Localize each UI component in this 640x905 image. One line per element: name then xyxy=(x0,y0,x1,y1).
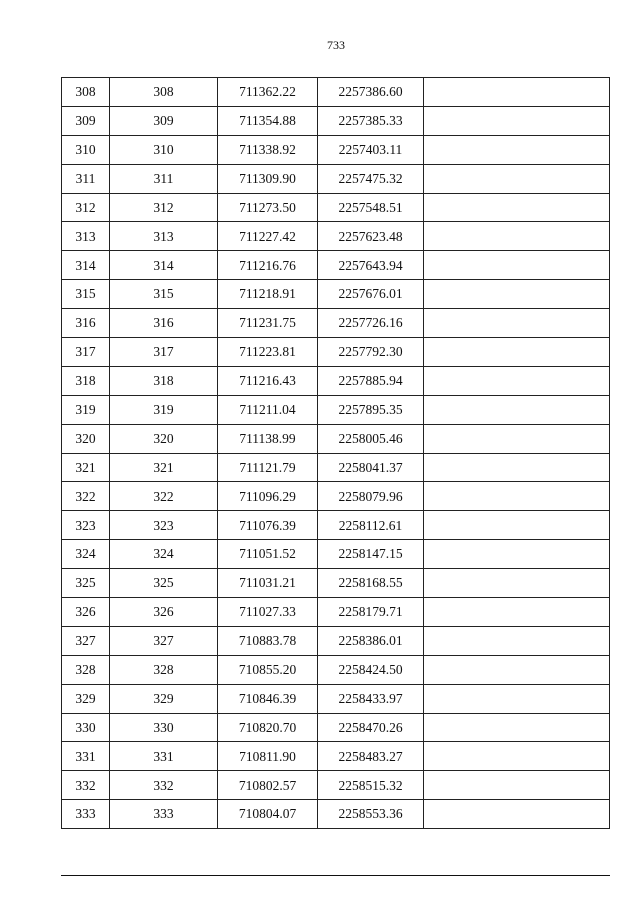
point-number-cell: 309 xyxy=(110,106,218,135)
x-coordinate-cell: 711309.90 xyxy=(218,164,318,193)
table-row xyxy=(62,164,610,193)
y-coordinate-cell: 2258079.96 xyxy=(318,482,424,511)
remark-cell xyxy=(424,684,610,713)
table-row xyxy=(62,713,610,742)
x-coordinate-cell: 711076.39 xyxy=(218,511,318,540)
x-coordinate-cell: 710855.20 xyxy=(218,655,318,684)
y-coordinate-cell: 2258112.61 xyxy=(318,511,424,540)
x-coordinate-cell: 711096.29 xyxy=(218,482,318,511)
x-coordinate-cell: 711051.52 xyxy=(218,540,318,569)
point-number-cell: 318 xyxy=(110,366,218,395)
table-row xyxy=(62,366,610,395)
remark-cell xyxy=(424,453,610,482)
point-number-cell: 321 xyxy=(110,453,218,482)
y-coordinate-cell: 2257895.35 xyxy=(318,395,424,424)
remark-cell xyxy=(424,713,610,742)
coordinate-table-body xyxy=(62,78,610,829)
point-id-cell: 316 xyxy=(62,309,110,338)
table-row xyxy=(62,511,610,540)
y-coordinate-cell: 2258515.32 xyxy=(318,771,424,800)
table-row xyxy=(62,106,610,135)
x-coordinate-cell: 711211.04 xyxy=(218,395,318,424)
point-id-cell: 309 xyxy=(62,106,110,135)
point-number-cell: 332 xyxy=(110,771,218,800)
remark-cell xyxy=(424,106,610,135)
y-coordinate-cell: 2258433.97 xyxy=(318,684,424,713)
point-number-cell: 327 xyxy=(110,626,218,655)
x-coordinate-cell: 711338.92 xyxy=(218,135,318,164)
y-coordinate-cell: 2257386.60 xyxy=(318,78,424,107)
table-row xyxy=(62,453,610,482)
point-id-cell: 315 xyxy=(62,280,110,309)
x-coordinate-cell: 711027.33 xyxy=(218,598,318,627)
point-id-cell: 324 xyxy=(62,540,110,569)
remark-cell xyxy=(424,251,610,280)
point-id-cell: 318 xyxy=(62,366,110,395)
remark-cell xyxy=(424,366,610,395)
remark-cell xyxy=(424,626,610,655)
x-coordinate-cell: 711216.43 xyxy=(218,366,318,395)
point-id-cell: 320 xyxy=(62,424,110,453)
x-coordinate-cell: 711031.21 xyxy=(218,569,318,598)
point-id-cell: 321 xyxy=(62,453,110,482)
point-id-cell: 327 xyxy=(62,626,110,655)
remark-cell xyxy=(424,222,610,251)
table-row xyxy=(62,251,610,280)
remark-cell xyxy=(424,164,610,193)
y-coordinate-cell: 2258179.71 xyxy=(318,598,424,627)
x-coordinate-cell: 711121.79 xyxy=(218,453,318,482)
point-number-cell: 313 xyxy=(110,222,218,251)
y-coordinate-cell: 2258470.26 xyxy=(318,713,424,742)
x-coordinate-cell: 711362.22 xyxy=(218,78,318,107)
y-coordinate-cell: 2258147.15 xyxy=(318,540,424,569)
x-coordinate-cell: 711231.75 xyxy=(218,309,318,338)
table-row xyxy=(62,655,610,684)
y-coordinate-cell: 2258424.50 xyxy=(318,655,424,684)
remark-cell xyxy=(424,78,610,107)
remark-cell xyxy=(424,511,610,540)
table-row xyxy=(62,482,610,511)
remark-cell xyxy=(424,482,610,511)
point-number-cell: 323 xyxy=(110,511,218,540)
table-row xyxy=(62,742,610,771)
table-row xyxy=(62,280,610,309)
point-number-cell: 310 xyxy=(110,135,218,164)
remark-cell xyxy=(424,135,610,164)
point-id-cell: 330 xyxy=(62,713,110,742)
table-row xyxy=(62,193,610,222)
point-id-cell: 333 xyxy=(62,800,110,829)
point-id-cell: 317 xyxy=(62,338,110,367)
remark-cell xyxy=(424,424,610,453)
point-number-cell: 328 xyxy=(110,655,218,684)
table-row xyxy=(62,598,610,627)
point-number-cell: 314 xyxy=(110,251,218,280)
x-coordinate-cell: 711273.50 xyxy=(218,193,318,222)
point-id-cell: 329 xyxy=(62,684,110,713)
remark-cell xyxy=(424,569,610,598)
point-id-cell: 313 xyxy=(62,222,110,251)
point-number-cell: 317 xyxy=(110,338,218,367)
y-coordinate-cell: 2257385.33 xyxy=(318,106,424,135)
point-id-cell: 322 xyxy=(62,482,110,511)
x-coordinate-cell: 711138.99 xyxy=(218,424,318,453)
remark-cell xyxy=(424,742,610,771)
table-row xyxy=(62,626,610,655)
remark-cell xyxy=(424,193,610,222)
remark-cell xyxy=(424,598,610,627)
x-coordinate-cell: 710804.07 xyxy=(218,800,318,829)
point-number-cell: 308 xyxy=(110,78,218,107)
y-coordinate-cell: 2257885.94 xyxy=(318,366,424,395)
point-number-cell: 326 xyxy=(110,598,218,627)
y-coordinate-cell: 2257475.32 xyxy=(318,164,424,193)
point-number-cell: 322 xyxy=(110,482,218,511)
page-number: 733 xyxy=(327,38,345,52)
coordinate-table xyxy=(61,77,610,829)
table-row xyxy=(62,800,610,829)
point-number-cell: 330 xyxy=(110,713,218,742)
table-row xyxy=(62,424,610,453)
remark-cell xyxy=(424,395,610,424)
point-number-cell: 320 xyxy=(110,424,218,453)
x-coordinate-cell: 710883.78 xyxy=(218,626,318,655)
table-row xyxy=(62,338,610,367)
x-coordinate-cell: 710820.70 xyxy=(218,713,318,742)
point-id-cell: 332 xyxy=(62,771,110,800)
y-coordinate-cell: 2258168.55 xyxy=(318,569,424,598)
y-coordinate-cell: 2257643.94 xyxy=(318,251,424,280)
point-number-cell: 324 xyxy=(110,540,218,569)
y-coordinate-cell: 2258386.01 xyxy=(318,626,424,655)
x-coordinate-cell: 711223.81 xyxy=(218,338,318,367)
point-id-cell: 310 xyxy=(62,135,110,164)
remark-cell xyxy=(424,280,610,309)
x-coordinate-cell: 710811.90 xyxy=(218,742,318,771)
table-row xyxy=(62,684,610,713)
x-coordinate-cell: 711227.42 xyxy=(218,222,318,251)
y-coordinate-cell: 2258041.37 xyxy=(318,453,424,482)
footer-rule xyxy=(61,875,610,876)
x-coordinate-cell: 711218.91 xyxy=(218,280,318,309)
table-row xyxy=(62,78,610,107)
table-row xyxy=(62,395,610,424)
point-id-cell: 323 xyxy=(62,511,110,540)
y-coordinate-cell: 2257548.51 xyxy=(318,193,424,222)
point-number-cell: 311 xyxy=(110,164,218,193)
table-row xyxy=(62,771,610,800)
y-coordinate-cell: 2258553.36 xyxy=(318,800,424,829)
point-number-cell: 315 xyxy=(110,280,218,309)
x-coordinate-cell: 711216.76 xyxy=(218,251,318,280)
table-row xyxy=(62,309,610,338)
table-row xyxy=(62,569,610,598)
point-number-cell: 325 xyxy=(110,569,218,598)
x-coordinate-cell: 710846.39 xyxy=(218,684,318,713)
remark-cell xyxy=(424,655,610,684)
x-coordinate-cell: 710802.57 xyxy=(218,771,318,800)
table-row xyxy=(62,222,610,251)
point-id-cell: 326 xyxy=(62,598,110,627)
point-id-cell: 314 xyxy=(62,251,110,280)
remark-cell xyxy=(424,309,610,338)
y-coordinate-cell: 2257623.48 xyxy=(318,222,424,251)
point-number-cell: 333 xyxy=(110,800,218,829)
point-id-cell: 328 xyxy=(62,655,110,684)
point-number-cell: 316 xyxy=(110,309,218,338)
table-row xyxy=(62,540,610,569)
y-coordinate-cell: 2257726.16 xyxy=(318,309,424,338)
point-id-cell: 319 xyxy=(62,395,110,424)
y-coordinate-cell: 2257676.01 xyxy=(318,280,424,309)
point-number-cell: 331 xyxy=(110,742,218,771)
point-id-cell: 311 xyxy=(62,164,110,193)
remark-cell xyxy=(424,338,610,367)
table-row xyxy=(62,135,610,164)
point-id-cell: 312 xyxy=(62,193,110,222)
point-id-cell: 308 xyxy=(62,78,110,107)
remark-cell xyxy=(424,771,610,800)
remark-cell xyxy=(424,540,610,569)
remark-cell xyxy=(424,800,610,829)
y-coordinate-cell: 2258483.27 xyxy=(318,742,424,771)
point-number-cell: 319 xyxy=(110,395,218,424)
x-coordinate-cell: 711354.88 xyxy=(218,106,318,135)
point-number-cell: 312 xyxy=(110,193,218,222)
y-coordinate-cell: 2257403.11 xyxy=(318,135,424,164)
y-coordinate-cell: 2258005.46 xyxy=(318,424,424,453)
point-number-cell: 329 xyxy=(110,684,218,713)
point-id-cell: 331 xyxy=(62,742,110,771)
point-id-cell: 325 xyxy=(62,569,110,598)
y-coordinate-cell: 2257792.30 xyxy=(318,338,424,367)
